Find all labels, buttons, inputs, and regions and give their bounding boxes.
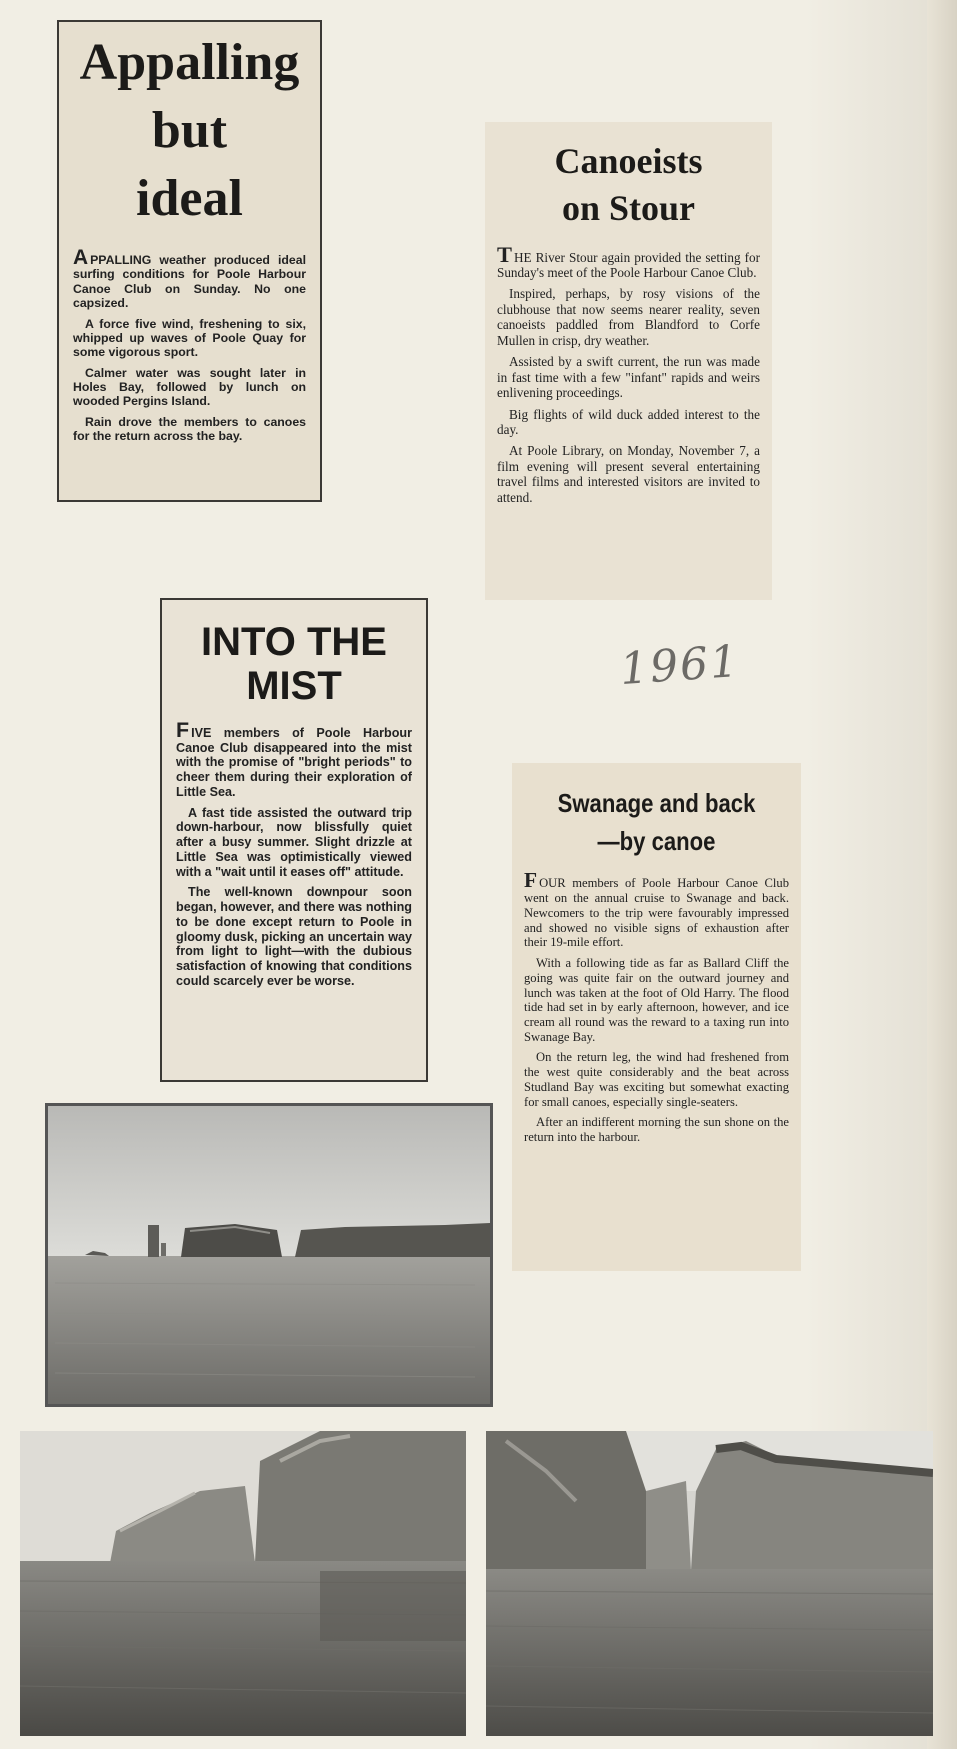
chalk-cliff — [181, 1224, 282, 1257]
headline-line: Appalling — [79, 34, 300, 91]
headline-line: but — [151, 102, 228, 159]
sea-stack — [148, 1225, 159, 1257]
clipping-appalling-but-ideal — [57, 20, 322, 502]
chalk-cliff — [486, 1431, 651, 1571]
article-paragraph: On the return leg, the wind had freshened from the west quite considerably and the beat across Studland Bay was exciting but somewhat exacting for small canoes, especially single-seaters. — [524, 1050, 789, 1109]
chalk-cliff — [255, 1431, 466, 1571]
sea-stacks-image — [45, 1103, 493, 1407]
clipping-body — [524, 868, 789, 1145]
paragraph-text: OUR members of Poole Harbour Canoe Club went on the annual cruise to Swanage and back. Newcomers to the trip were favourably impressed and showed no visible signs of exhaustion after their 19-mile effort. — [524, 876, 789, 950]
article-paragraph: Rain drove the members to canoes for the return across the bay. — [73, 414, 306, 444]
clipping-body — [497, 241, 760, 506]
drop-cap: A — [73, 246, 89, 269]
handwritten-year: 1961 — [618, 635, 742, 696]
article-paragraph: With a following tide as far as Ballard Cliff the going was quite fair on the outward journey and lunch was taken at the foot of Old Harry. The flood tide had set in by early afternoon, however, and ice cream all round was the reward to a taxing run into Swanage Bay. — [524, 956, 789, 1044]
drop-cap: T — [497, 241, 512, 267]
headline-line: INTO THE — [201, 620, 387, 664]
article-paragraph: The well-known downpour soon began, however, and there was nothing to be done except return to Poole in gloomy dusk, picking an uncertain way from light to light—with the dubious satisfaction of knowing that conditions could scarcely ever be worse. — [176, 885, 412, 988]
article-paragraph: A force five wind, freshening to six, whipped up waves of Poole Quay for some vigorous sport. — [73, 316, 306, 360]
clipping-body — [73, 246, 306, 444]
paragraph-text: IVE members of Poole Harbour Canoe Club disappeared into the mist with the promise of "bright periods" to cheer them during their exploration of Little Sea. — [176, 726, 412, 799]
clipping-headline — [497, 138, 760, 232]
clipping-body — [176, 718, 412, 988]
clipping-into-the-mist — [160, 598, 428, 1082]
drop-cap: F — [176, 718, 190, 742]
paragraph-text: HE River Stour again provided the setting for Sunday's meet of the Poole Harbour Canoe Club. — [497, 249, 760, 281]
article-paragraph: At Poole Library, on Monday, November 7, a film evening will present several entertaining travel films and interested visitors are invited to attend. — [497, 443, 760, 505]
chalk-cliffs-right-image — [486, 1431, 933, 1736]
article-paragraph: A fast tide assisted the outward trip down-harbour, now blissfully quiet after a busy summer. Slight drizzle at Little Sea was optimistically viewed with a "wait until it eases off" attitude. — [176, 805, 412, 879]
headline-line: on Stour — [561, 187, 696, 228]
sea-stacks-photo — [45, 1103, 493, 1407]
article-paragraph — [73, 246, 306, 311]
clipping-headline — [544, 785, 769, 860]
headline-line: Canoeists — [554, 141, 703, 181]
article-paragraph: Big flights of wild duck added interest to the day. — [497, 406, 760, 437]
clipping-headline — [73, 36, 306, 240]
article-paragraph: Calmer water was sought later in Holes Bay, followed by lunch on wooded Pergins Island. — [73, 365, 306, 409]
article-paragraph — [524, 868, 789, 950]
chalk-cliffs-left-photo — [20, 1431, 466, 1736]
chalk-cliffs-left-image — [20, 1431, 466, 1736]
headline-line: —by canoe — [597, 825, 716, 856]
paragraph-text: PPALLING weather produced ideal surfing conditions for Poole Harbour Canoe Club on Sunday. No one capsized. — [73, 253, 306, 311]
clipping-canoeists-on-stour — [485, 122, 772, 600]
headline-line: ideal — [136, 170, 243, 227]
article-paragraph: After an indifferent morning the sun shone on the return into the harbour. — [524, 1115, 789, 1145]
article-paragraph — [497, 241, 760, 281]
article-paragraph — [176, 718, 412, 800]
chalk-cliffs-right-photo — [486, 1431, 933, 1736]
article-paragraph: Inspired, perhaps, by rosy visions of the clubhouse that now seems nearer reality, seven canoeists paddled from Blandford to Corfe Mullen in crisp, dry weather. — [497, 286, 760, 348]
article-paragraph: Assisted by a swift current, the run was made in fast time with a few "infant" rapids and weirs enlivening proceedings. — [497, 354, 760, 401]
headline-line: Swanage and back — [557, 788, 756, 818]
clipping-headline — [176, 620, 412, 708]
clipping-swanage-and-back — [512, 763, 801, 1271]
drop-cap: F — [524, 868, 538, 893]
headline-line: MIST — [246, 664, 342, 708]
